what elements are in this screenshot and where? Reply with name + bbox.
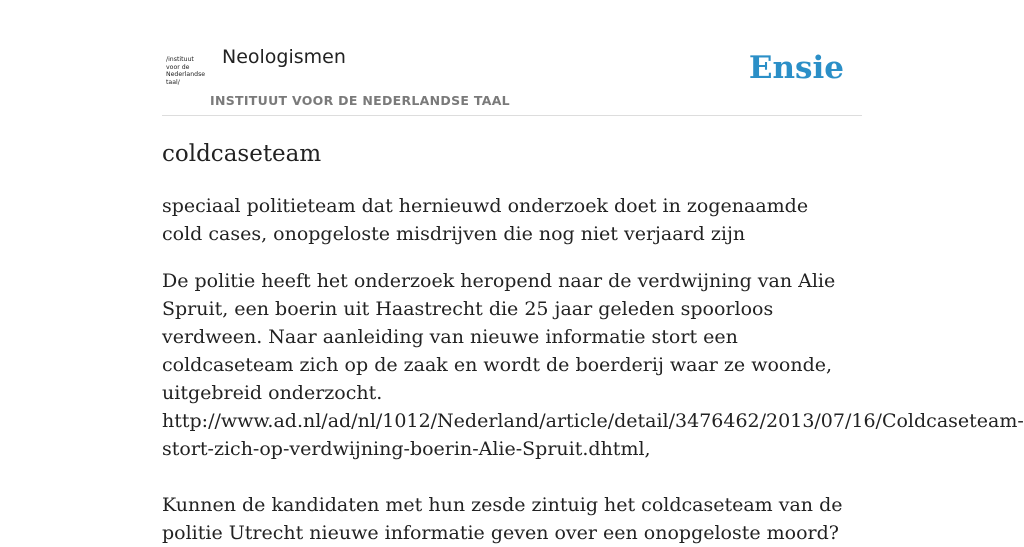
logo-line: Nederlandse [166,71,206,79]
example-spacer [162,463,952,491]
logo-line: voor de [166,63,190,71]
institute-logo[interactable] [166,56,208,90]
example-text: Kunnen de kandidaten met hun zesde zintuig het coldcaseteam van de politie Utrecht nieuwe informatie geven over een onopgeloste moord? [162,494,843,544]
ensie-brand-link[interactable]: Ensie [748,50,844,86]
source-link-part: http://www.ad.nl/ad/nl/1012/Nederland/article/detail/3476462/2013/07/16/Coldcaseteam- [162,410,1024,432]
example-block [162,267,1024,547]
logo-line: /instituut [166,56,194,63]
entry-definition: speciaal politieteam dat hernieuwd onderzoek doet in zogenaamde cold cases, onopgeloste misdrijven die nog niet verjaard zijn [162,195,809,245]
logo-line: taal/ [166,78,180,86]
entry-title: coldcaseteam [162,141,322,167]
entry-article [162,139,1024,547]
site-header [162,40,862,116]
source-link[interactable] [162,410,1024,460]
source-link-part: stort-zich-op-verdwijning-boerin-Alie-Spruit.dhtml, [162,438,651,460]
example-text: De politie heeft het onderzoek heropend naar de verdwijning van Alie Spruit, een boerin uit Haastrecht die 25 jaar geleden spoorloos verdween. Naar aanleiding van nieuwe informatie stort een coldcaseteam zich op de zaak en wordt de boerderij waar ze woonde, uitgebreid onderzocht. [162,270,836,404]
site-subtitle: INSTITUUT VOOR DE NEDERLANDSE TAAL [210,93,510,108]
site-title-link[interactable]: Neologismen [222,46,346,68]
